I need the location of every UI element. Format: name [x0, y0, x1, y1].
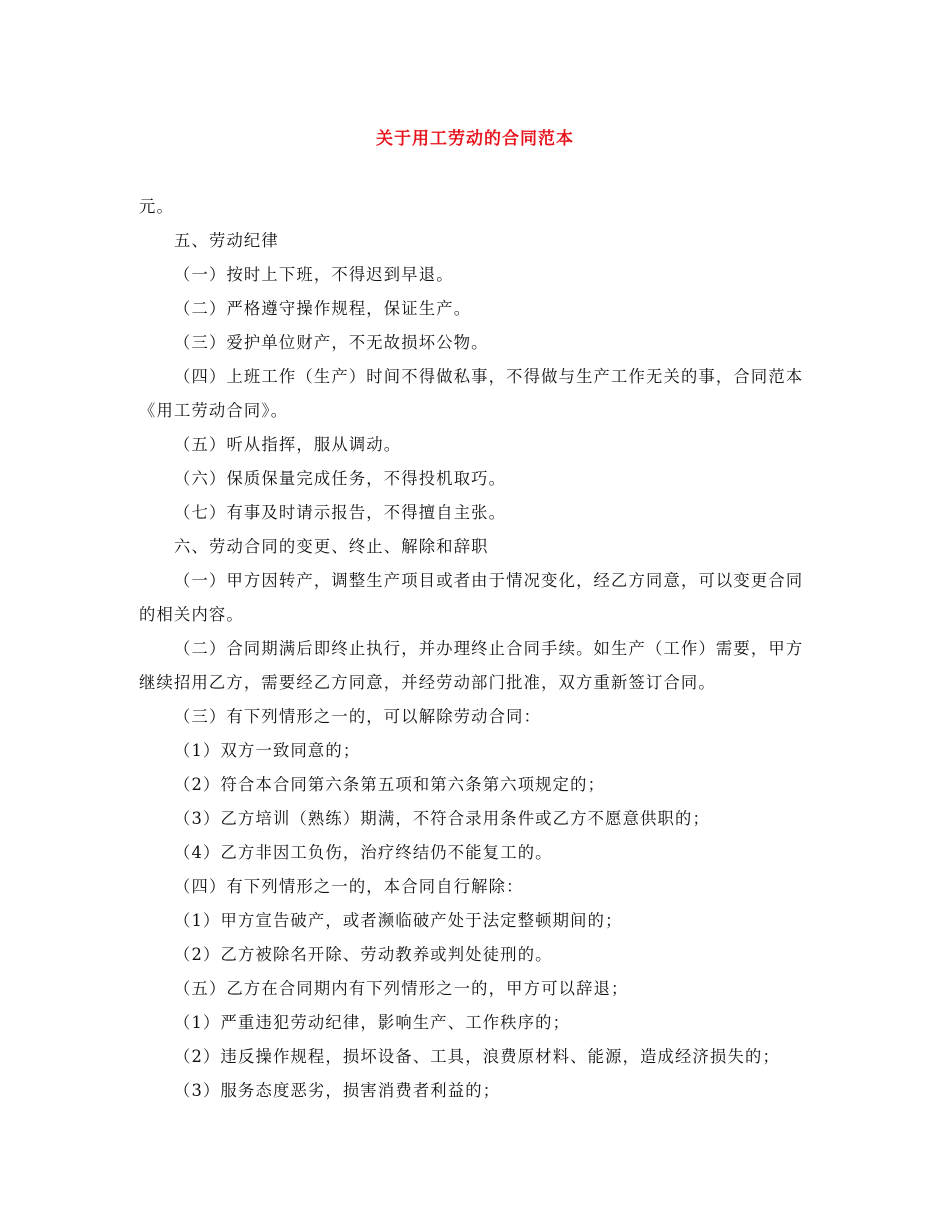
paragraph: （六）保质保量完成任务，不得投机取巧。: [174, 469, 507, 488]
paragraph: （五）听从指挥，服从调动。: [174, 435, 402, 454]
paragraph: （2）违反操作规程，损坏设备、工具，浪费原材料、能源，造成经济损失的；: [174, 1047, 780, 1066]
paragraph: （2）乙方被除名开除、劳动教养或判处徒刑的。: [174, 945, 553, 964]
paragraph: （三）爱护单位财产，不无故损坏公物。: [174, 333, 489, 352]
paragraph: 五、劳动纪律: [174, 231, 279, 250]
document-body: [139, 190, 819, 1108]
paragraph: 元。: [139, 197, 174, 216]
paragraph: （1）甲方宣告破产，或者濒临破产处于法定整顿期间的；: [174, 911, 623, 930]
paragraph: （五）乙方在合同期内有下列情形之一的，甲方可以辞退；: [174, 979, 629, 998]
paragraph: （三）有下列情形之一的，可以解除劳动合同：: [174, 707, 542, 726]
paragraph: （2）符合本合同第六条第五项和第六条第六项规定的；: [174, 775, 606, 794]
paragraph: （四）上班工作（生产）时间不得做私事，不得做与生产工作无关的事，合同范本《用工劳动合同》。: [139, 367, 804, 420]
paragraph: 六、劳动合同的变更、终止、解除和辞职: [174, 537, 489, 556]
paragraph: （二）合同期满后即终止执行，并办理终止合同手续。如生产（工作）需要，甲方继续招用乙方，需要经乙方同意，并经劳动部门批准，双方重新签订合同。: [139, 639, 804, 692]
paragraph: （四）有下列情形之一的，本合同自行解除：: [174, 877, 524, 896]
paragraph: （4）乙方非因工负伤，治疗终结仍不能复工的。: [174, 843, 553, 862]
paragraph: （二）严格遵守操作规程，保证生产。: [174, 299, 472, 318]
paragraph: （1）双方一致同意的；: [174, 741, 361, 760]
paragraph: （3）乙方培训（熟练）期满，不符合录用条件或乙方不愿意供职的；: [174, 809, 710, 828]
paragraph: （一）甲方因转产，调整生产项目或者由于情况变化，经乙方同意，可以变更合同的相关内容。: [139, 571, 804, 624]
document-title: 关于用工劳动的合同范本: [376, 129, 574, 149]
paragraph: （七）有事及时请示报告，不得擅自主张。: [174, 503, 507, 522]
paragraph: （一）按时上下班，不得迟到早退。: [174, 265, 454, 284]
paragraph: （1）严重违犯劳动纪律，影响生产、工作秩序的；: [174, 1013, 571, 1032]
paragraph: （3）服务态度恶劣，损害消费者利益的；: [174, 1081, 501, 1100]
